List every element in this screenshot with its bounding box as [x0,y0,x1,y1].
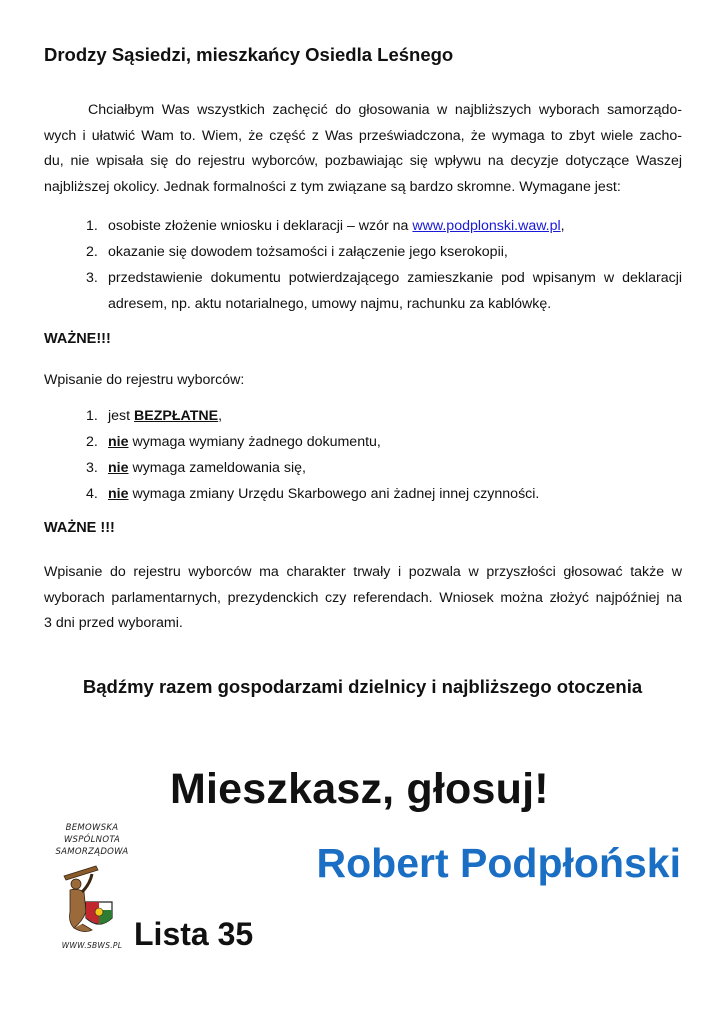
intro-line: du, nie wpisała się do rejestru wyborców, pozbawiając się wpływu na decyzje dotyczące Waszej [44,153,682,169]
list-item-text: przedstawienie dokumentu potwierdzającego zamieszkanie pod wpisanym w deklaracji [108,270,682,286]
permanence-paragraph [44,560,682,637]
list-number: 4. [86,486,98,502]
call-to-action: Mieszkasz, głosuj! [170,765,549,813]
website-link[interactable]: www.podplonski.waw.pl [412,218,561,234]
list-item-text: wymaga wymiany żadnego dokumentu, [128,434,381,450]
logo-name [52,822,132,858]
logo-line: WSPÓLNOTA [63,835,121,845]
important-heading: WAŻNE!!! [44,331,111,347]
requirements-list [44,213,682,317]
permanence-line: wyborach parlamentarnych, prezydenckich czy referendach. Wniosek można złożyć najpóźniej na [44,589,682,606]
emphasis-free: BEZPŁATNE [134,408,219,424]
mermaid-emblem-icon [56,862,128,938]
permanence-line: 3 dni przed wyborami. [44,615,183,631]
list-item-text: wymaga zameldowania się, [128,460,306,476]
party-logo [52,822,132,952]
list-item-text: adresem, np. aktu notarialnego, umowy najmu, rachunku za kablówkę. [108,296,552,312]
emphasis-not: nie [108,460,129,476]
intro-line: wych i ułatwić Wam to. Wiem, że część z Was przeświadczona, że wymaga to zbyt wiele zacho- [44,127,682,144]
intro-paragraph [44,98,682,200]
emphasis-not: nie [108,486,129,502]
registration-facts-list [44,403,682,507]
list-item [44,481,682,507]
list-number: 3. [86,270,98,286]
list-item-text: osobiste złożenie wniosku i deklaracji – wzór na [108,218,413,234]
list-item [44,455,682,481]
list-number: 2. [86,434,98,450]
list-item-text: jest [108,408,135,424]
registration-label: Wpisanie do rejestru wyborców: [44,372,245,388]
list-item-text: okazanie się dowodem tożsamości i załączenie jego kserokopii, [108,244,508,260]
intro-line: Chciałbym Was wszystkich zachęcić do głosowania w najbliższych wyborach samorządo- [88,102,682,118]
list-item [44,213,682,239]
list-item [44,265,682,317]
permanence-line: Wpisanie do rejestru wyborców ma charakter trwały i pozwala w przyszłości głosować także w [44,564,682,580]
intro-line: najbliższej okolicy. Jednak formalności z tym związane są bardzo skromne. Wymagane jest: [44,178,621,195]
important-heading: WAŻNE !!! [44,520,115,536]
list-item-text: , [560,218,565,234]
logo-website: WWW.SBWS.PL [61,941,123,950]
list-number-label: Lista 35 [134,916,254,952]
logo-line: BEMOWSKA [65,823,119,833]
greeting-heading: Drodzy Sąsiedzi, mieszkańcy Osiedla Leśnego [44,44,454,65]
slogan: Bądźmy razem gospodarzami dzielnicy i najbliższego otoczenia [82,676,643,697]
list-item-text: wymaga zmiany Urzędu Skarbowego ani żadnej innej czynności. [128,486,540,502]
list-item [44,403,682,429]
logo-line: SAMORZĄDOWA [55,847,129,857]
list-item [44,239,682,265]
emphasis-not: nie [108,434,129,450]
list-item [44,429,682,455]
list-number: 2. [86,244,98,260]
candidate-name: Robert Podpłoński [316,840,681,886]
list-number: 1. [86,408,98,424]
list-item-text: , [218,408,223,424]
list-number: 3. [86,460,98,476]
list-number: 1. [86,218,98,234]
